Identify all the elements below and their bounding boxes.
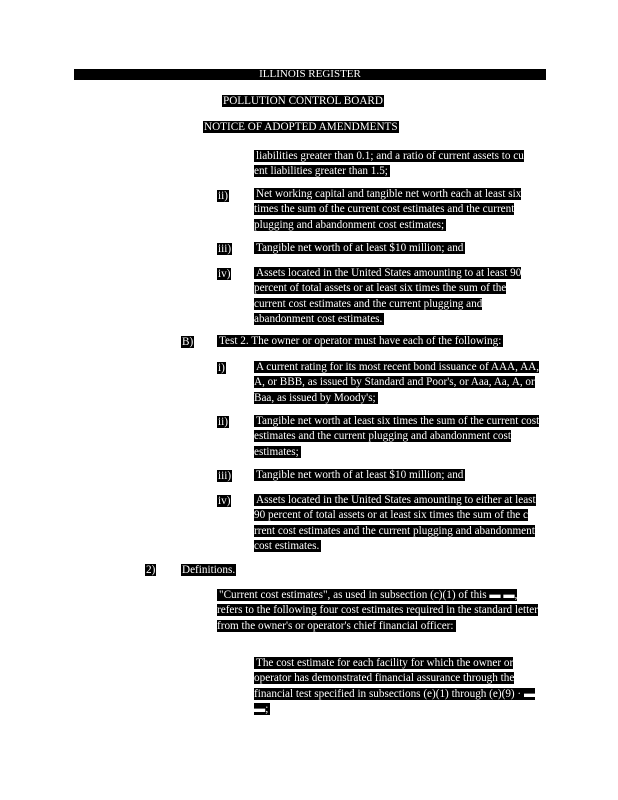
notice-title: NOTICE OF ADOPTED AMENDMENTS: [204, 121, 398, 133]
definition-item-a: The cost estimate for each facility for which the owner or operator has demonstrated financial assurance through the financial test specified in subsections (e)(1) through (e)(9) · ▬ ▬;: [254, 657, 536, 715]
item-b-i-text: A current rating for its most recent bond issuance of AAA, AA, A, or BBB, as issued by Standard and Poor's, or Aaa, Aa, A, or Baa, as issued by Moody's;: [254, 361, 540, 404]
definition-paragraph: "Current cost estimates", as used in subsection (c)(1) of this ▬ ▬, refers to the following four cost estimates required in the standard letter from the owner's or operator's chief financial officer:: [217, 589, 538, 632]
item-b-iv-label: iv): [218, 495, 231, 507]
item-b-iv-text: Assets located in the United States amounting to either at least 90 percent of total assets or at least six times the sum of the c rrent cost estimates and the current plugging and abandonment cost estimates.: [254, 494, 536, 552]
item-a-iii-label: iii): [218, 243, 232, 255]
item-a-ii-label: ii): [218, 190, 228, 202]
item-a-iv-text: Assets located in the United States amounting to at least 90 percent of total assets or at least six times the sum of the current cost estimates and the current plugging and abandonment cost estimates.: [254, 267, 522, 325]
item-a-iii-text: Tangible net worth of at least $10 million; and: [256, 242, 464, 254]
item-b-iii-label: iii): [218, 470, 232, 482]
item-b-i-label: i): [218, 362, 225, 374]
section-2-label: 2): [146, 564, 156, 576]
board-name: POLLUTION CONTROL BOARD: [223, 95, 383, 107]
item-b-iii-text: Tangible net worth of at least $10 million; and: [256, 469, 464, 481]
test-b-label: B): [182, 336, 194, 348]
item-a-iv-label: iv): [218, 268, 231, 280]
item-a-ii-text: Net working capital and tangible net worth each at least six times the sum of the current cost estimates and the current plugging and abandonment cost estimates;: [254, 188, 522, 231]
section-2-title: Definitions.: [182, 564, 236, 576]
item-b-ii-text: Tangible net worth at least six times the sum of the current cost estimates and the current plugging and abandonment cost estimates;: [254, 415, 540, 458]
register-header: ILLINOIS REGISTER: [74, 69, 546, 80]
test-b-text: Test 2. The owner or operator must have each of the following:: [219, 335, 502, 347]
item-b-ii-label: ii): [218, 416, 228, 428]
continuation-text: liabilities greater than 0.1; and a ratio of current assets to cu ent liabilities greater than 1.5;: [254, 150, 524, 178]
